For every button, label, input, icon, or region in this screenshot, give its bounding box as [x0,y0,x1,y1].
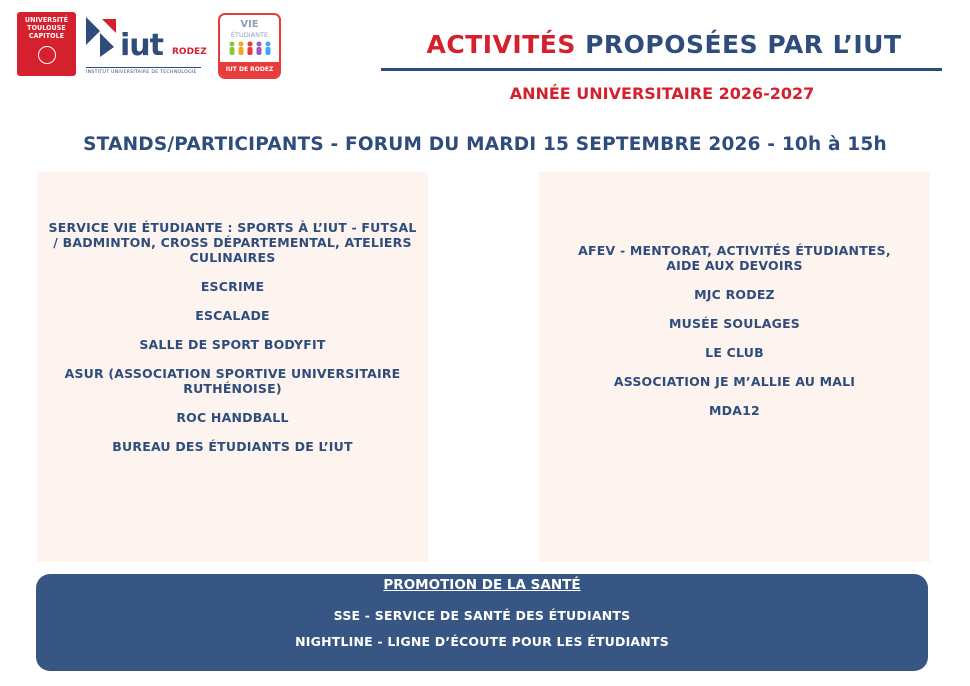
vie-etudiante-logo [218,13,281,79]
university-logo [17,12,76,76]
university-logo-line: TOULOUSE [27,24,66,32]
health-title: PROMOTION DE LA SANTÉ [383,577,581,593]
vie-logo-line2: ÉTUDIANTE [230,31,269,39]
stand-item: AFEV - MENTORAT, ACTIVITÉS ÉTUDIANTES, AIDE AUX DEVOIRS [578,243,891,273]
page-title [384,30,944,59]
university-logo-line: UNIVERSITÉ [24,16,69,24]
iut-logo-city: RODEZ [172,47,207,57]
left-stands-panel [37,172,428,562]
stand-item: MUSÉE SOULAGES [668,316,801,331]
iut-logo-rule [86,67,201,68]
stand-item: MDA12 [709,403,760,418]
iut-logo [86,15,207,79]
stand-item: SERVICE VIE ÉTUDIANTE : SPORTS À L’IUT - FUTSAL / BADMINTON, CROSS DÉPARTEMENTAL, ATELIERS CULINAIRES [48,220,417,265]
iut-mark-icon [86,17,120,57]
iut-logo-subtitle: INSTITUT UNIVERSITAIRE DE TECHNOLOGIE [86,70,197,75]
title-underline [381,68,942,71]
stand-item: LE CLUB [705,345,764,360]
health-item: SSE - SERVICE DE SANTÉ DES ÉTUDIANTS [333,608,631,623]
page-title-highlight: ACTIVITÉS [426,30,576,59]
students-icon [228,41,273,55]
university-logo-line: CAPITOLE [28,32,65,40]
stand-item: ESCALADE [195,308,270,323]
iut-logo-text: iut [120,28,163,63]
right-stands-panel [539,172,930,562]
stand-item: ASUR (ASSOCIATION SPORTIVE UNIVERSITAIRE RUTHÉNOISE) [64,366,401,396]
health-promotion-box [36,574,928,671]
health-item: NIGHTLINE - LIGNE D’ÉCOUTE POUR LES ÉTUDIANTS [295,634,669,649]
academic-year: ANNÉE UNIVERSITAIRE 2026-2027 [509,84,815,103]
stand-item: SALLE DE SPORT BODYFIT [139,337,326,352]
forum-heading: STANDS/PARTICIPANTS - FORUM DU MARDI 15 SEPTEMBRE 2026 - 10h à 15h [83,134,887,155]
university-seal-icon [38,46,56,64]
stand-item: ESCRIME [200,279,265,294]
stand-item: MJC RODEZ [694,287,775,302]
stand-item: ASSOCIATION JE M’ALLIE AU MALI [613,374,856,389]
vie-logo-line1: VIE [240,19,259,30]
stand-item: BUREAU DES ÉTUDIANTS DE L’IUT [112,439,353,454]
vie-logo-band: IUT DE RODEZ [220,62,279,77]
stand-item: ROC HANDBALL [176,410,289,425]
page-title-rest: PROPOSÉES PAR L’IUT [585,30,902,59]
